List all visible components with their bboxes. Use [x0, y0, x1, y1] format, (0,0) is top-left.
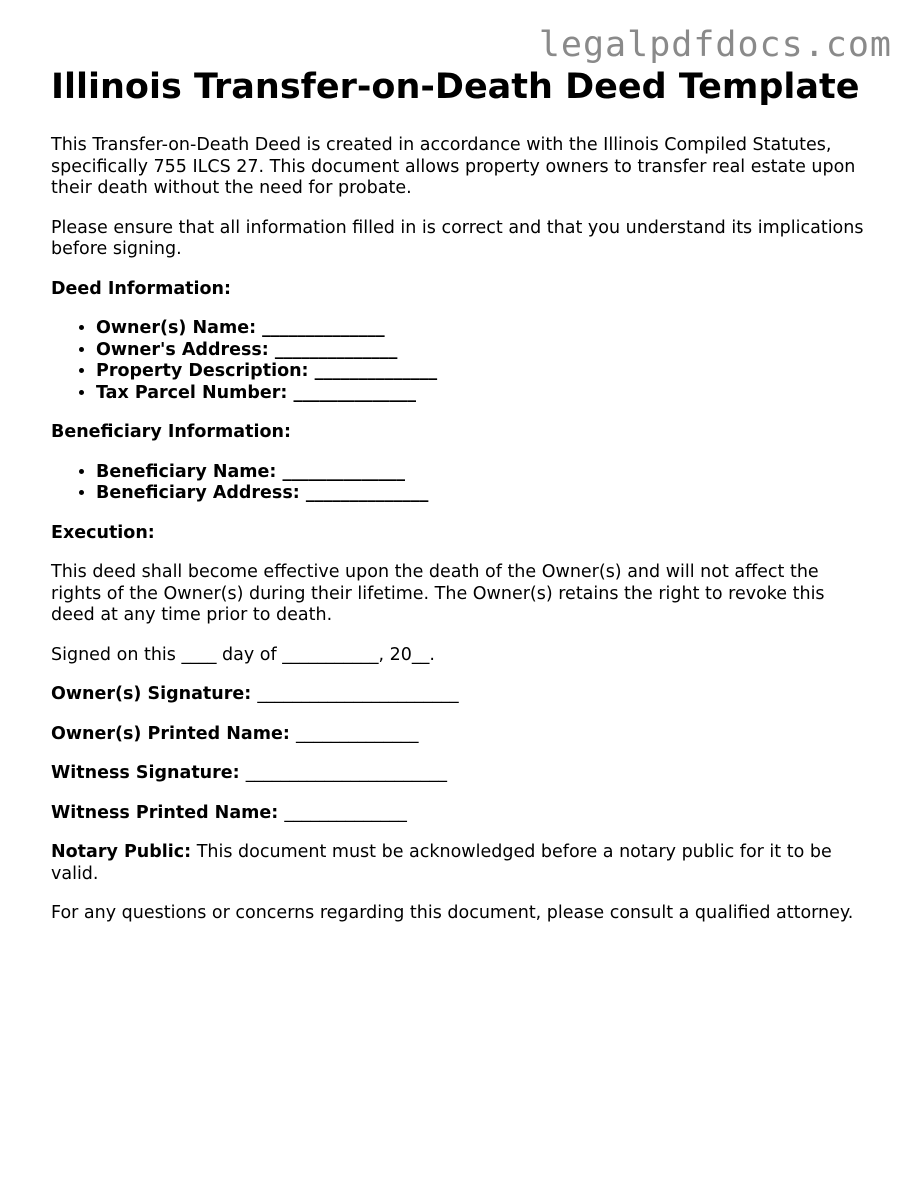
witness-signature-label: Witness Signature:: [51, 763, 240, 783]
owner-printed-name-blank: ______________: [295, 723, 419, 744]
beneficiary-information-heading: Beneficiary Information:: [51, 422, 291, 442]
beneficiary-address-field: • Beneficiary Address: ______________: [96, 483, 871, 505]
intro-paragraph-ensure: Please ensure that all information filled in is correct and that you understand its implications before signing.: [51, 217, 864, 259]
witness-printed-name-blank: ______________: [284, 802, 407, 823]
tax-parcel-number-field: • Tax Parcel Number: ______________: [96, 383, 871, 405]
witness-printed-name-line: [51, 803, 871, 825]
owner-printed-name-line: [51, 724, 871, 746]
beneficiary-name-field: • Beneficiary Name: ______________: [96, 462, 871, 484]
owner-address-field: • Owner's Address: ______________: [96, 340, 871, 362]
witness-signature-line: [51, 763, 871, 785]
owner-name-field: • Owner(s) Name: ______________: [96, 318, 871, 340]
deed-information-heading: Deed Information:: [51, 278, 232, 299]
signed-on-line: Signed on this ____ day of ___________, 20__.: [51, 644, 435, 665]
owner-printed-name-label: Owner(s) Printed Name:: [51, 723, 290, 744]
notary-paragraph: [51, 842, 871, 885]
owner-signature-line: [51, 684, 871, 706]
deed-information-list: [51, 318, 871, 404]
document-page: [51, 66, 871, 925]
intro-paragraph-statute: This Transfer-on-Death Deed is created in accordance with the Illinois Compiled Statutes, specifically 755 ILCS 27. This document allows property owners to transfer real estate upon their death without the need for probate.: [51, 135, 856, 198]
beneficiary-information-list: [51, 462, 871, 505]
owner-signature-label: Owner(s) Signature:: [51, 684, 252, 704]
witness-signature-blank: _______________________: [245, 763, 447, 783]
watermark: legalpdfdocs.com: [538, 25, 892, 65]
witness-printed-name-label: Witness Printed Name:: [51, 802, 279, 823]
closing-paragraph: For any questions or concerns regarding this document, please consult a qualified attorney.: [51, 903, 854, 923]
owner-signature-blank: _______________________: [257, 684, 459, 704]
notary-text: This document must be acknowledged before a notary public for it to be valid.: [51, 842, 832, 884]
execution-heading: Execution:: [51, 522, 155, 543]
property-description-field: • Property Description: ______________: [96, 361, 871, 383]
execution-paragraph: This deed shall become effective upon the death of the Owner(s) and will not affect the rights of the Owner(s) during their lifetime. The Owner(s) retains the right to revoke this deed at any time prior to death.: [51, 562, 825, 625]
notary-label: Notary Public:: [51, 842, 192, 862]
document-title: Illinois Transfer-on-Death Deed Template: [51, 67, 860, 107]
